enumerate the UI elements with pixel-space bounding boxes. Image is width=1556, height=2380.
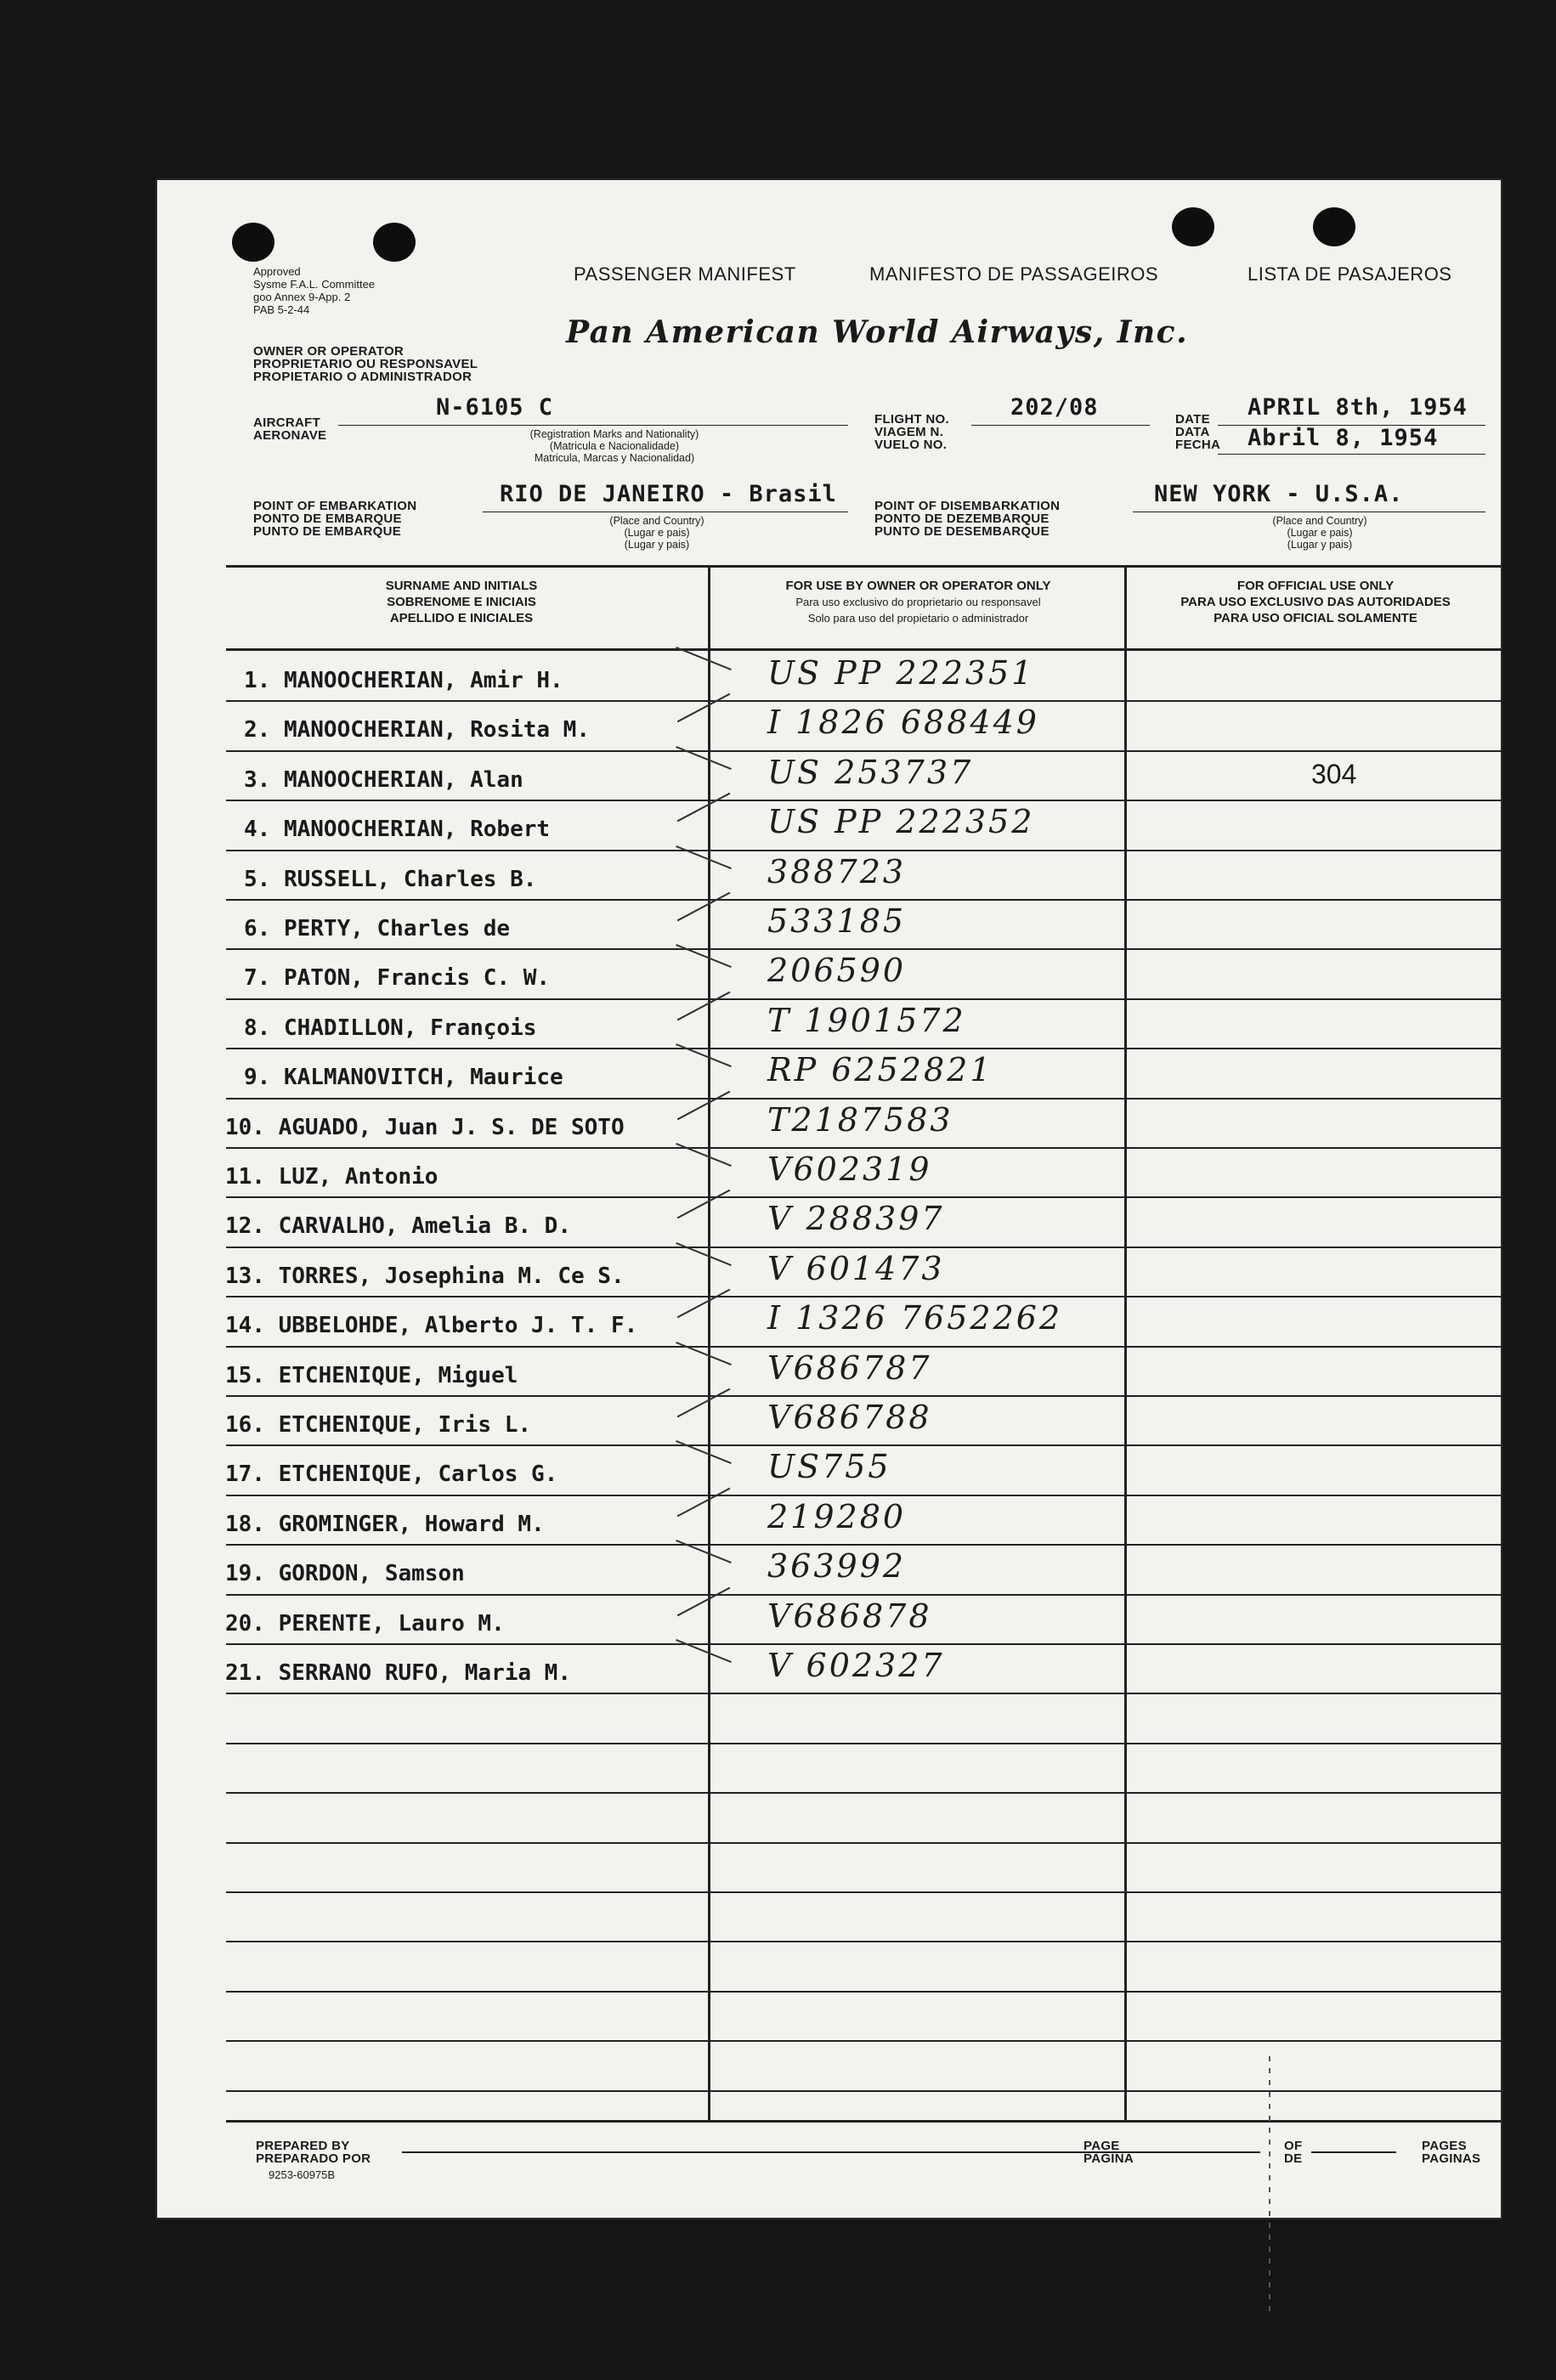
check-mark-icon [676,746,732,770]
page-label-line: PAGE [1084,2139,1120,2153]
col-head-line: SOBRENOME E INICIAIS [387,595,536,609]
passport-number: 206590 [767,952,907,989]
owner-label-line: PROPRIETARIO OU RESPONSAVEL [253,357,478,371]
hint-line: (Matricula e Nacionalidade) [549,440,680,452]
passenger-name: 1. MANOOCHERIAN, Amir H. [244,668,563,693]
col-head-line: SURNAME AND INITIALS [385,579,538,593]
check-mark-icon [676,1440,732,1464]
check-mark-icon [676,1143,732,1167]
passenger-name: 8. CHADILLON, François [244,1015,537,1041]
col-head-line: PARA USO EXCLUSIVO DAS AUTORIDADES [1180,595,1451,609]
approval-line: goo Annex 9-App. 2 [253,291,351,303]
table-row [156,1643,1502,1693]
table-row [156,1147,1502,1196]
owner-label [253,345,478,383]
approval-block [253,265,375,316]
hint-line: (Place and Country) [609,515,704,527]
flight-label-line: VUELO NO. [874,438,948,452]
row-rule [226,1743,1501,1744]
disembark-label-line: PUNTO DE DESEMBARQUE [874,524,1050,539]
passport-number: US755 [767,1448,891,1485]
flight-label-line: FLIGHT NO. [874,412,949,427]
of-label-line: OF [1284,2139,1303,2153]
passenger-name: 19. GORDON, Samson [225,1561,465,1586]
check-mark-icon [676,1043,732,1067]
table-row [156,1594,1502,1643]
column-header-names [257,578,665,626]
hint-line: (Lugar e pais) [1287,527,1353,539]
pages-count-rule [1311,2151,1396,2153]
date-label-line: DATA [1175,425,1210,439]
table-row [156,1395,1502,1444]
table-row [156,1296,1502,1345]
check-mark-icon [676,1342,732,1365]
approval-line: Sysme F.A.L. Committee [253,278,376,291]
passenger-name: 6. PERTY, Charles de [244,916,511,941]
embark-label-line: POINT OF EMBARKATION [253,499,417,513]
disembark-label [874,500,1060,538]
table-row [156,1247,1502,1296]
date-underline [1218,454,1485,455]
table-row [156,750,1502,800]
title-es: LISTA DE PASAJEROS [1248,263,1452,285]
passport-number: 533185 [767,902,907,940]
passport-number: V602319 [767,1150,932,1188]
title-en: PASSENGER MANIFEST [574,263,796,285]
passport-number: 388723 [767,853,907,890]
table-top-rule [226,565,1501,568]
page-label-line: PAGINA [1084,2151,1134,2166]
page-number-rule [1150,2151,1260,2153]
table-row [156,998,1502,1048]
passport-number: RP 6252821 [767,1051,993,1088]
flight-value: 202/08 [1010,394,1099,421]
table-row [156,1495,1502,1544]
check-mark-icon [676,944,732,968]
table-row [156,651,1502,700]
passport-number: V686787 [767,1349,932,1387]
table-row [156,899,1502,948]
passenger-name: 18. GROMINGER, Howard M. [225,1512,545,1537]
col-head-line: PARA USO OFICIAL SOLAMENTE [1214,611,1417,625]
passport-number: V686878 [767,1597,932,1635]
col-head-line: FOR USE BY OWNER OR OPERATOR ONLY [785,579,1051,593]
embark-label [253,500,416,538]
passenger-name: 11. LUZ, Antonio [225,1164,439,1190]
passenger-name: 17. ETCHENIQUE, Carlos G. [225,1461,558,1487]
embark-hint [563,515,750,551]
passport-number: I 1826 688449 [767,704,1039,741]
date-label [1175,413,1220,451]
owner-label-line: OWNER OR OPERATOR [253,344,405,359]
date-value-es: Abril 8, 1954 [1248,425,1439,451]
row-rule [226,1792,1501,1794]
prepared-by-label [256,2140,371,2165]
passport-number: V 601473 [767,1250,945,1287]
table-row [156,1196,1502,1246]
punch-hole [373,223,416,262]
aircraft-underline [338,425,848,426]
aircraft-label [253,416,326,442]
passport-number: US 253737 [767,754,974,791]
check-mark-icon [676,1242,732,1266]
flight-underline [971,425,1150,426]
form-number: 9253-60975B [269,2168,336,2181]
passport-number: 219280 [767,1498,907,1535]
disembark-value: NEW YORK - U.S.A. [1154,481,1404,507]
punch-hole [1172,207,1214,246]
hint-line: (Lugar e pais) [624,527,690,539]
passenger-name: 12. CARVALHO, Amelia B. D. [225,1213,571,1239]
check-mark-icon [676,1639,732,1663]
table-row [156,1048,1502,1097]
table-row [156,1544,1502,1593]
passenger-name: 13. TORRES, Josephina M. Ce S. [225,1263,625,1289]
date-label-line: DATE [1175,412,1210,427]
check-mark-icon [676,845,732,869]
hint-line: (Registration Marks and Nationality) [529,428,699,440]
punch-hole [232,223,274,262]
flight-label [874,413,949,451]
passport-number: I 1326 7652262 [767,1299,1063,1337]
prepared-by-line: PREPARADO POR [256,2151,371,2166]
row-rule [226,2090,1501,2092]
col-head-line: FOR OFFICIAL USE ONLY [1236,579,1395,593]
row-rule [226,1842,1501,1844]
owner-label-line: PROPIETARIO O ADMINISTRADOR [253,370,472,384]
page-label [1084,2140,1134,2165]
title-pt: MANIFESTO DE PASSAGEIROS [869,263,1159,285]
embark-label-line: PUNTO DE EMBARQUE [253,524,402,539]
table-row [156,1346,1502,1395]
passenger-name: 2. MANOOCHERIAN, Rosita M. [244,717,590,743]
passport-number: T 1901572 [767,1002,966,1039]
pages-label-line: PAGES [1422,2139,1467,2153]
passport-number: US PP 222352 [767,803,1035,840]
table-row [156,700,1502,749]
disembark-hint [1226,515,1413,551]
company-name: Pan American World Airways, Inc. [566,314,1189,350]
passenger-name: 7. PATON, Francis C. W. [244,965,551,991]
passport-number: V 602327 [767,1647,945,1684]
official-use-value: 304 [1311,759,1357,789]
check-mark-icon [676,1540,732,1563]
passenger-name: 3. MANOOCHERIAN, Alan [244,767,523,793]
flight-label-line: VIAGEM N. [874,425,944,439]
row-rule [226,1991,1501,1993]
passenger-name: 4. MANOOCHERIAN, Robert [244,817,551,842]
passenger-name: 20. PERENTE, Lauro M. [225,1611,505,1637]
passport-number: T2187583 [767,1101,953,1139]
hint-line: (Place and Country) [1272,515,1367,527]
passenger-name: 5. RUSSELL, Charles B. [244,867,537,892]
table-row [156,1444,1502,1494]
table-row [156,1098,1502,1147]
passenger-name: 16. ETCHENIQUE, Iris L. [225,1412,532,1438]
disembark-label-line: POINT OF DISEMBARKATION [874,499,1061,513]
column-header-owner [716,578,1120,626]
passenger-name: 10. AGUADO, Juan J. S. DE SOTO [225,1115,625,1140]
date-label-line: FECHA [1175,438,1221,452]
date-value-en: APRIL 8th, 1954 [1248,394,1468,421]
pages-label [1422,2140,1480,2165]
of-label-line: DE [1284,2151,1303,2166]
prepared-by-line: PREPARED BY [256,2139,350,2153]
of-label [1284,2140,1302,2165]
aircraft-value: N-6105 C [436,394,554,421]
aircraft-label-line: AIRCRAFT [253,416,321,430]
pages-label-line: PAGINAS [1422,2151,1481,2166]
table-bottom-rule [226,2120,1501,2123]
embark-value: RIO DE JANEIRO - Brasil [500,481,837,507]
passenger-name: 15. ETCHENIQUE, Miguel [225,1363,518,1388]
embark-label-line: PONTO DE EMBARQUE [253,512,402,526]
table-row [156,800,1502,849]
passport-number: V686788 [767,1399,932,1436]
hint-line: (Lugar y pais) [1287,539,1353,551]
column-header-official [1133,578,1498,626]
col-head-line: Para uso exclusivo do proprietario ou responsavel [795,596,1041,608]
hint-line: (Lugar y pais) [624,539,690,551]
row-rule [226,1891,1501,1893]
passport-number: V 288397 [767,1200,945,1237]
approval-line: Approved [253,265,301,278]
aircraft-label-line: AERONAVE [253,428,327,443]
passenger-name: 9. KALMANOVITCH, Maurice [244,1065,563,1090]
punch-hole [1313,207,1355,246]
col-head-line: APELLIDO E INICIALES [389,611,534,625]
table-row [156,850,1502,899]
disembark-label-line: PONTO DE DEZEMBARQUE [874,512,1050,526]
row-rule [226,1693,1501,1694]
manifest-sheet [156,178,1502,2219]
scan-mark [1269,2056,1270,2311]
passenger-name: 14. UBBELOHDE, Alberto J. T. F. [225,1313,638,1338]
col-head-line: Solo para uso del propietario o administrador [807,612,1029,625]
row-rule [226,1941,1501,1942]
passport-number: US PP 222351 [767,654,1035,692]
approval-line: PAB 5-2-44 [253,303,310,316]
check-mark-icon [676,647,732,670]
table-row [156,948,1502,998]
passport-number: 363992 [767,1547,907,1585]
hint-line: Matricula, Marcas y Nacionalidad) [534,452,695,464]
aircraft-hint [478,428,750,464]
passenger-name: 21. SERRANO RUFO, Maria M. [225,1660,571,1686]
row-rule [226,2040,1501,2042]
